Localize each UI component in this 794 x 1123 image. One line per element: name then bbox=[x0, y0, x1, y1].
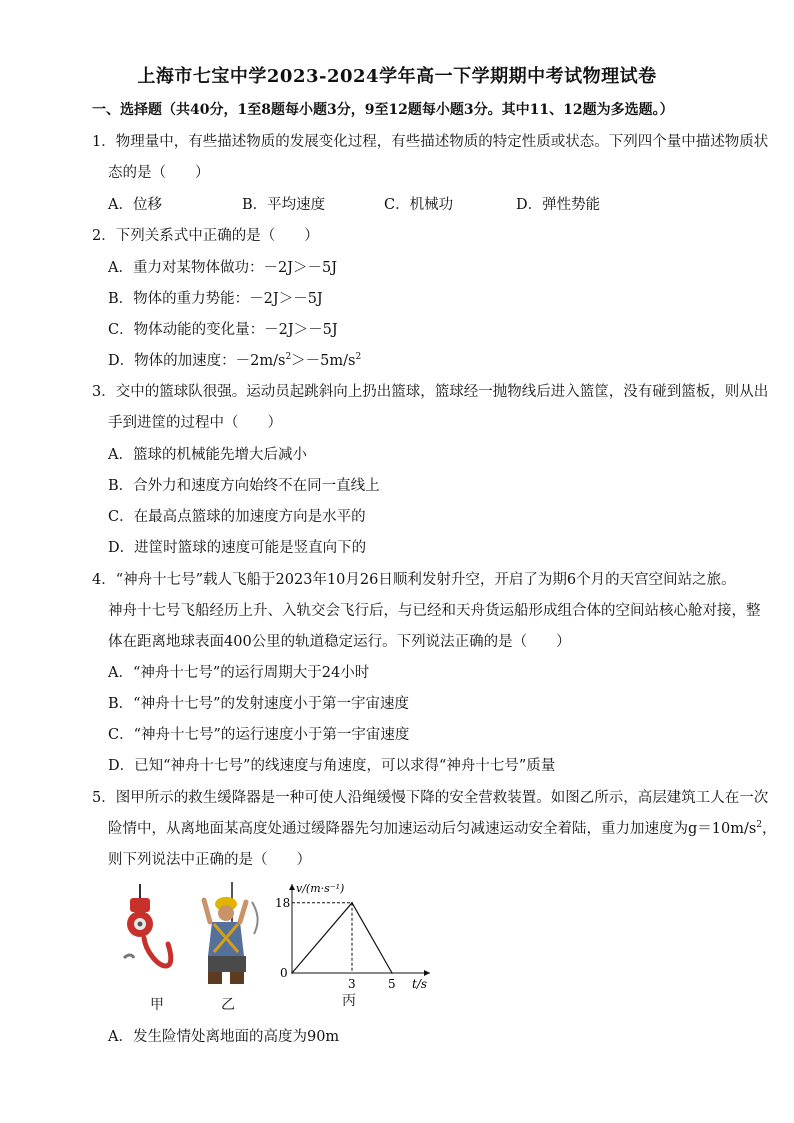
data-point bbox=[291, 972, 293, 974]
figure-label-jia: 甲 bbox=[150, 997, 164, 1013]
question-4-stem-cont: 体在距离地球表面400公里的轨道稳定运行。下列说法正确的是（ ） bbox=[108, 634, 571, 650]
question-4-stem-cont: 神舟十七号飞船经历上升、入轨交会飞行后，与已经和天舟货运船形成组合体的空间站核心舱对接，整 bbox=[108, 603, 761, 619]
y-axis-label: v/(m·s⁻¹) bbox=[296, 882, 345, 895]
x-tick-label: 5 bbox=[388, 977, 396, 991]
x-axis-arrow bbox=[424, 970, 430, 976]
figure-label-bing: 丙 bbox=[342, 993, 356, 1009]
question-3-stem-cont: 手到进筐的过程中（ ） bbox=[108, 415, 282, 431]
data-point bbox=[351, 902, 353, 904]
question-5-stem-cont: 则下列说法中正确的是（ ） bbox=[108, 852, 311, 868]
page-title: 上海市七宝中学2023-2024学年高一下学期期中考试物理试卷 bbox=[137, 66, 657, 87]
question-2-option-c[interactable]: C．物体动能的变化量：－2J＞－5J bbox=[108, 322, 338, 338]
question-1-option-a[interactable]: A．位移 bbox=[108, 197, 162, 213]
question-4-stem: 4．“神舟十七号”载人飞船于2023年10月26日顺利发射升空，开启了为期6个月的天宫空间站之旅。 bbox=[92, 572, 736, 588]
data-point bbox=[391, 972, 393, 974]
question-2-option-d[interactable] bbox=[108, 352, 361, 370]
velocity-time-graph bbox=[275, 880, 448, 1008]
stem-text: 险情中，从离地面某高度处通过缓降器先匀加速运动后匀减速运动安全着陆，重力加速度为g＝10m/s bbox=[108, 821, 757, 837]
question-1-option-c[interactable]: C．机械功 bbox=[384, 197, 454, 213]
question-3-option-c[interactable]: C．在最高点篮球的加速度方向是水平的 bbox=[108, 509, 366, 525]
velocity-line bbox=[292, 903, 392, 973]
question-2-option-b[interactable]: B．物体的重力势能：－2J＞－5J bbox=[108, 291, 323, 307]
stem-text-end: ， bbox=[762, 821, 777, 837]
figure-label-yi: 乙 bbox=[221, 997, 235, 1013]
y-tick-label: 18 bbox=[275, 895, 291, 910]
question-5-stem: 5．图甲所示的救生缓降器是一种可使人沿绳缓慢下降的安全营救装置。如图乙所示，高层建筑工人在一次 bbox=[92, 790, 769, 806]
question-5-stem-cont bbox=[108, 820, 777, 838]
question-2-stem: 2．下列关系式中正确的是（ ） bbox=[92, 228, 319, 244]
question-4-option-c[interactable]: C．“神舟十七号”的运行速度小于第一宇宙速度 bbox=[108, 727, 410, 743]
question-3-option-d[interactable]: D．进筐时篮球的速度可能是竖直向下的 bbox=[108, 540, 367, 556]
question-5-option-a[interactable]: A．发生险情处离地面的高度为90m bbox=[108, 1029, 340, 1045]
superscript: 2 bbox=[756, 820, 763, 831]
question-5-figure bbox=[118, 880, 448, 1020]
origin-label: 0 bbox=[280, 966, 288, 980]
question-3-option-a[interactable]: A．篮球的机械能先增大后减小 bbox=[108, 447, 307, 463]
question-3-option-b[interactable]: B．合外力和速度方向始终不在同一直线上 bbox=[108, 478, 380, 494]
superscript: 2 bbox=[285, 352, 292, 363]
superscript: 2 bbox=[355, 352, 362, 363]
descender-device-image bbox=[118, 884, 188, 984]
y-axis-arrow bbox=[289, 884, 295, 890]
x-axis-label: t/s bbox=[412, 977, 428, 991]
question-2-option-a[interactable]: A．重力对某物体做功：－2J＞－5J bbox=[108, 260, 338, 276]
question-4-option-d[interactable]: D．已知“神舟十七号”的线速度与角速度，可以求得“神舟十七号”质量 bbox=[108, 758, 556, 774]
question-4-option-a[interactable]: A．“神舟十七号”的运行周期大于24小时 bbox=[108, 665, 370, 681]
x-tick-label: 3 bbox=[348, 977, 356, 991]
section-heading: 一、选择题（共40分，1至8题每小题3分，9至12题每小题3分。其中11、12题为多选题。） bbox=[92, 102, 674, 118]
question-4-option-b[interactable]: B．“神舟十七号”的发射速度小于第一宇宙速度 bbox=[108, 696, 409, 712]
worker-harness-image bbox=[202, 882, 264, 988]
question-1-option-b[interactable]: B．平均速度 bbox=[242, 197, 326, 213]
option-d-text-1: D．物体的加速度：－2m/s bbox=[108, 353, 286, 369]
question-3-stem: 3．交中的篮球队很强。运动员起跳斜向上扔出篮球，篮球经一抛物线后进入篮筐，没有碰到篮板，则从出 bbox=[92, 384, 769, 400]
question-1-option-d[interactable]: D．弹性势能 bbox=[516, 197, 601, 213]
option-d-text-2: ＞－5m/s bbox=[291, 353, 356, 369]
question-1-stem: 1．物理量中，有些描述物质的发展变化过程，有些描述物质的特定性质或状态。下列四个量中描述物质状 bbox=[92, 134, 769, 150]
question-1-stem-cont: 态的是（ ） bbox=[108, 165, 210, 181]
